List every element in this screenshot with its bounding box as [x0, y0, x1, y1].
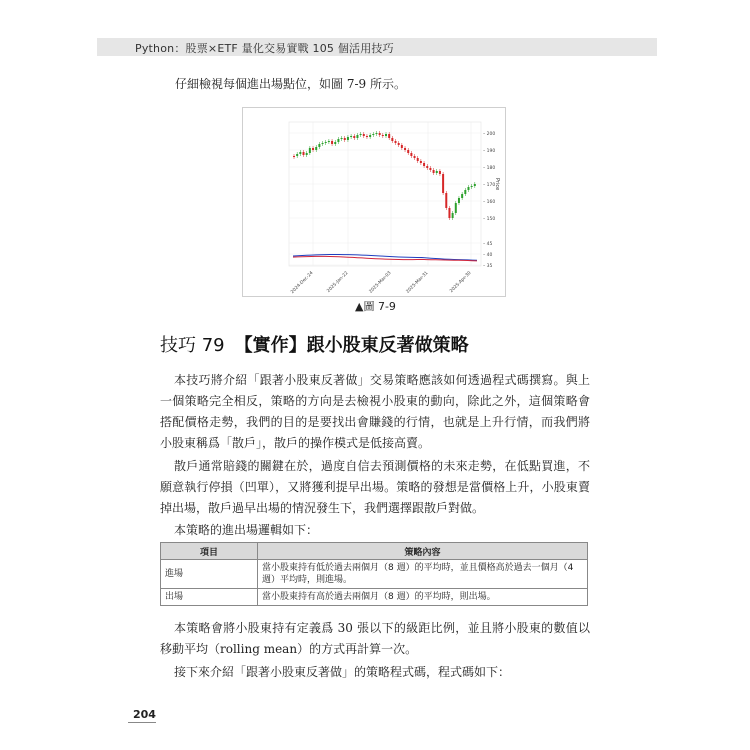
plot-frame	[289, 122, 481, 266]
candle-body	[388, 134, 390, 138]
candle-body	[452, 213, 454, 218]
price-tick-label: – 45	[483, 241, 493, 247]
candle-body	[385, 134, 387, 136]
table-cell-item: 進場	[161, 560, 258, 589]
price-axis-label: Price	[494, 178, 500, 191]
candle-body	[474, 184, 476, 186]
candle-body	[303, 152, 305, 155]
candle-body	[334, 142, 336, 144]
candle-body	[391, 138, 393, 141]
candle-body	[306, 153, 308, 155]
candle-body	[436, 171, 438, 173]
candle-body	[414, 156, 416, 158]
candle-body	[363, 134, 365, 136]
candle-body	[325, 142, 327, 143]
table-cell-content: 當小股東持有低於過去兩個月（8 週）的平均時，並且價格高於過去一個月（4 週）平均時，則進場。	[258, 560, 588, 589]
candle-body	[344, 138, 346, 140]
figure-7-9	[242, 107, 506, 297]
candle-body	[420, 161, 422, 163]
candle-body	[315, 147, 317, 150]
candle-body	[379, 133, 381, 135]
candle-body	[322, 143, 324, 144]
book-header-title: Python：股票×ETF 量化交易實戰 105 個活用技巧	[135, 42, 394, 55]
paragraph-2	[160, 456, 590, 519]
page-number: 204	[133, 708, 156, 721]
date-tick-label: 2024-Dec-24	[290, 270, 315, 296]
candle-body	[439, 171, 441, 174]
candle-body	[309, 148, 311, 153]
intro-text: 仔細檢視每個進出場點位，如圖 7-9 所示。	[175, 77, 406, 91]
table-header-row	[161, 543, 588, 560]
candle-body	[458, 198, 460, 203]
candle-body	[404, 148, 406, 150]
candle-body	[442, 174, 444, 193]
price-tick-label: – 170	[483, 182, 496, 188]
candle-body	[360, 134, 362, 135]
section-title: 【實作】跟小股東反著做策略	[234, 335, 469, 356]
candle-body	[369, 135, 371, 137]
price-ticks	[483, 131, 495, 269]
candle-body	[299, 152, 301, 154]
date-tick-label: 2025-Jan-22	[326, 270, 350, 294]
candle-body	[417, 158, 419, 161]
price-tick-label: – 40	[483, 252, 493, 258]
holder-lines	[293, 255, 477, 261]
candle-body	[347, 137, 349, 140]
table-header-item: 項目	[161, 543, 258, 560]
strategy-table	[160, 542, 588, 606]
candle-body	[293, 156, 295, 157]
candle-body	[353, 136, 355, 138]
candles	[293, 131, 476, 220]
candle-body	[366, 136, 368, 137]
price-tick-label: – 160	[483, 199, 496, 205]
date-tick-label: 2025-Apr-30	[449, 270, 473, 295]
grid	[289, 122, 481, 266]
table-cell-content: 當小股東持有高於過去兩個月（8 週）的平均時，則出場。	[258, 589, 588, 606]
candle-body	[410, 153, 412, 156]
paragraph-1	[160, 370, 590, 454]
candle-body	[382, 135, 384, 136]
candle-body	[426, 166, 428, 168]
candle-body	[423, 163, 425, 166]
paragraph-3-text: 本策略的進出場邏輯如下：	[174, 523, 319, 537]
paragraph-5	[160, 662, 590, 683]
candle-body	[461, 194, 463, 198]
candle-body	[445, 193, 447, 208]
table-cell-item: 出場	[161, 589, 258, 606]
date-tick-label: 2025-Mar-31	[405, 270, 430, 295]
candle-body	[337, 139, 339, 142]
candle-body	[471, 186, 473, 187]
candle-body	[375, 133, 377, 134]
paragraph-4	[160, 618, 590, 660]
candle-body	[328, 141, 330, 142]
table-row	[161, 560, 588, 589]
price-tick-label: – 150	[483, 216, 496, 222]
date-tick-label: 2025-Mar-03	[368, 270, 393, 295]
candle-body	[356, 135, 358, 138]
paragraph-3	[160, 520, 590, 541]
candle-body	[433, 170, 435, 173]
candle-body	[448, 208, 450, 218]
candle-body	[401, 145, 403, 148]
table-row	[161, 589, 588, 606]
paragraph-1-text: 本技巧將介紹「跟著小股東反著做」交易策略應該如何透過程式碼撰寫。與上一個策略完全相反，策略的方向是去檢視小股東的動向，除此之外，這個策略會搭配價格走勢，我們的目的是要找出會賺錢的行情，也就是上升行情，而我們將小股東稱爲「散戶」，散戶的操作模式是低接高賣。	[160, 373, 590, 450]
candle-body	[318, 144, 320, 147]
price-tick-label: – 200	[483, 131, 496, 137]
candle-body	[455, 203, 457, 213]
section-heading	[160, 331, 469, 357]
candle-body	[429, 168, 431, 170]
candle-body	[312, 148, 314, 150]
candle-body	[341, 138, 343, 139]
price-tick-label: – 35	[483, 263, 493, 269]
date-ticks	[290, 270, 473, 295]
page-number-rule	[128, 722, 156, 723]
tip-number: 技巧 79	[160, 335, 225, 356]
table-header-content: 策略內容	[258, 543, 588, 560]
price-tick-label: – 180	[483, 165, 496, 171]
figure-caption: ▲圖 7-9	[355, 300, 396, 313]
paragraph-4-text: 本策略會將小股東持有定義爲 30 張以下的級距比例，並且將小股東的數值以移動平均（rolling mean）的方式再計算一次。	[160, 621, 590, 656]
candle-body	[398, 143, 400, 145]
paragraph-2-text: 散戶通常賠錢的關鍵在於，過度自信去預測價格的未來走勢，在低點買進，不願意執行停損（凹單），又將獲利提早出場。策略的發想是當價格上升，小股東賣掉出場，散戶過早出場的情況發生下，我們選擇跟散戶對做。	[160, 459, 590, 515]
candle-body	[467, 187, 469, 190]
price-tick-label: – 190	[483, 148, 496, 154]
holder-line-red	[293, 256, 477, 261]
candle-body	[464, 190, 466, 194]
candle-body	[407, 150, 409, 153]
candle-body	[372, 134, 374, 135]
candle-body	[296, 154, 298, 156]
candle-body	[395, 141, 397, 143]
candle-body	[331, 141, 333, 144]
candlestick-chart	[243, 108, 505, 296]
paragraph-5-text: 接下來介紹「跟著小股東反著做」的策略程式碼，程式碼如下：	[174, 665, 511, 679]
candle-body	[350, 136, 352, 137]
